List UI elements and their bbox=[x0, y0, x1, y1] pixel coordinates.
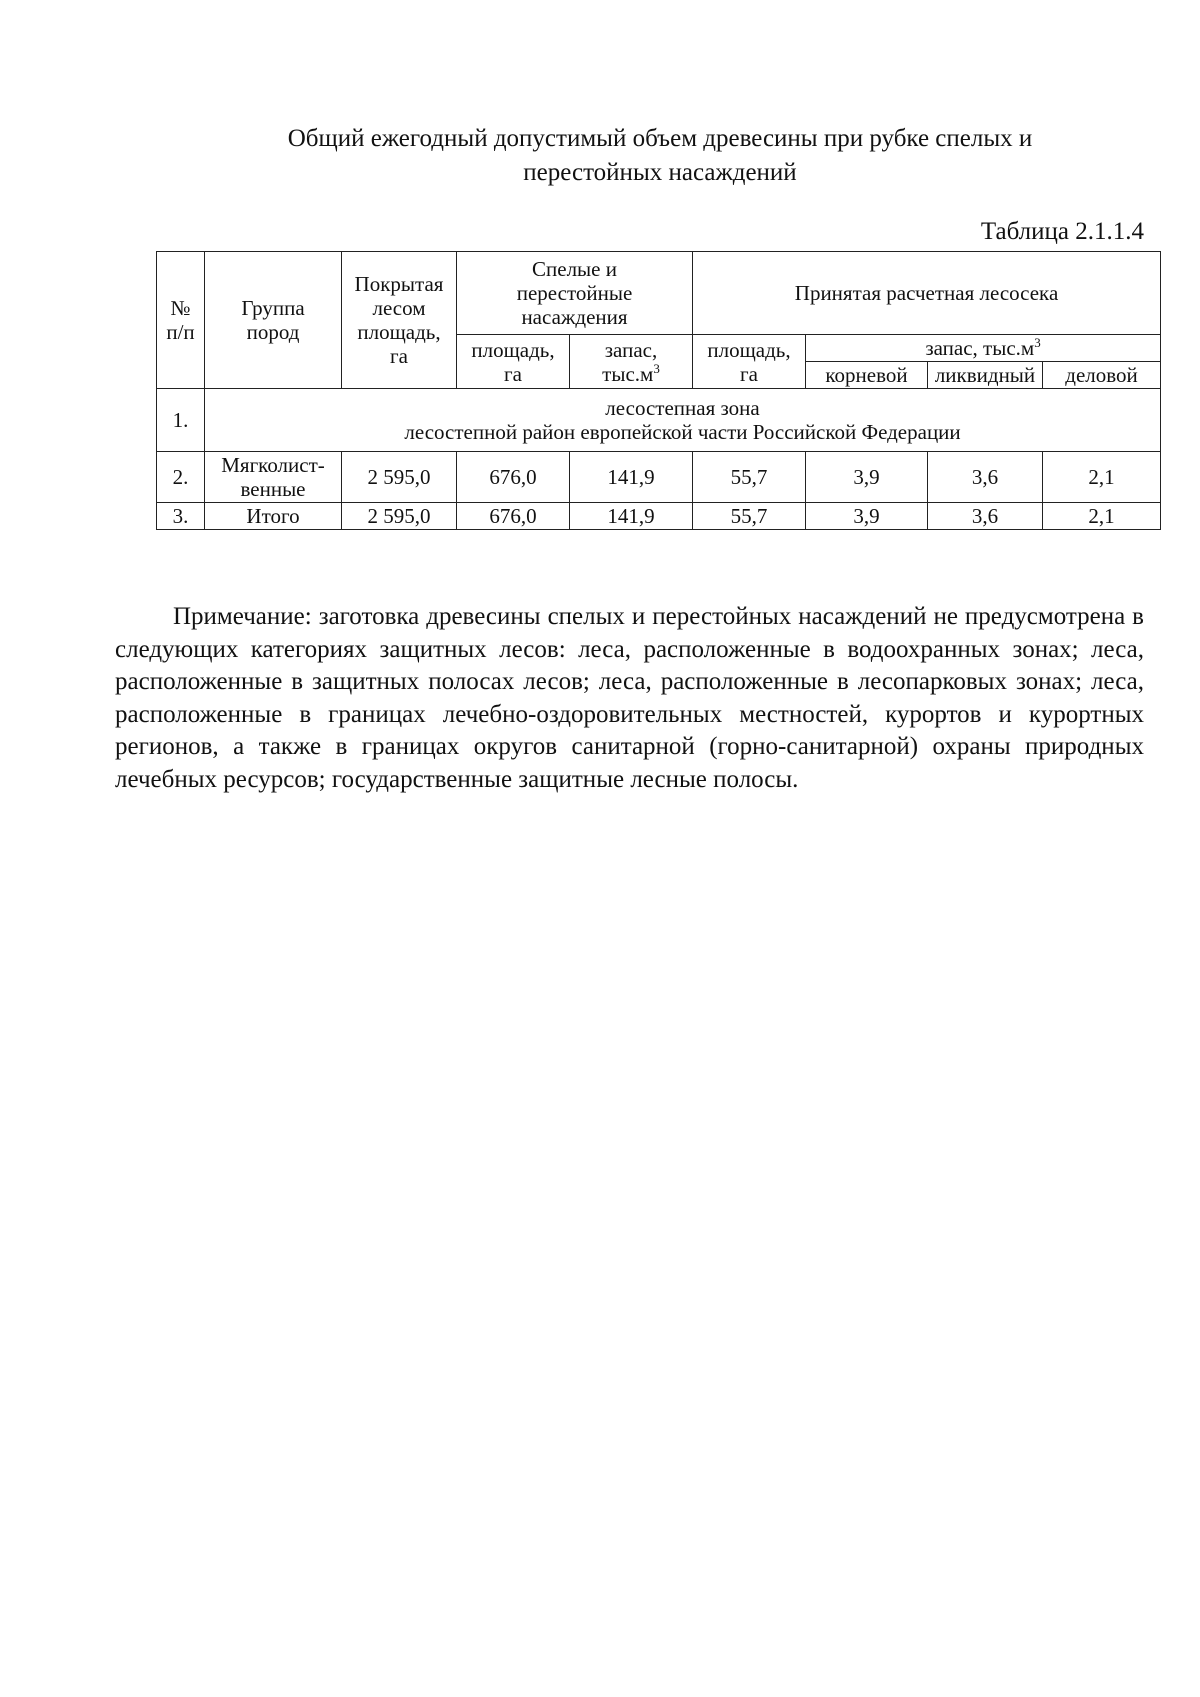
superscript-3: 3 bbox=[653, 360, 660, 376]
document-title-line-1: Общий ежегодный допустимый объем древесины при рубке спелых и bbox=[287, 125, 1033, 152]
table-number: Таблица 2.1.1.4 bbox=[980, 218, 1144, 245]
row-group: Мягколист- венные bbox=[205, 452, 342, 503]
header-business: деловой bbox=[1043, 362, 1161, 389]
header-accepted-cutting: Принятая расчетная лесосека bbox=[693, 252, 1161, 335]
row-mature-area: 676,0 bbox=[457, 503, 570, 530]
header-accepted-area: площадь, га bbox=[693, 335, 806, 389]
row-forest-area: 2 595,0 bbox=[342, 503, 457, 530]
row-mature-area: 676,0 bbox=[457, 452, 570, 503]
row-root-stock: 3,9 bbox=[806, 503, 928, 530]
header-num: № п/п bbox=[157, 252, 205, 389]
zone-row-num: 1. bbox=[157, 389, 205, 452]
row-liquid-stock: 3,6 bbox=[928, 452, 1043, 503]
timber-volume-table bbox=[156, 251, 1161, 530]
document-title bbox=[160, 122, 1160, 190]
table-row bbox=[157, 452, 1161, 503]
header-root: корневой bbox=[806, 362, 928, 389]
header-mature-area: площадь, га bbox=[457, 335, 570, 389]
note-paragraph: Примечание: заготовка древесины спелых и перестойных насаждений не предусмотрена в следующих категориях защитных лесов: леса, расположенные в водоохранных зонах; леса, расположенные в защитных полосах лесов; леса, расположенные в лесопарковых зонах; леса, расположенные в границах лечебно-оздоровительных местностей, курортов и курортных регионов, а также в границах округов санитарной (горно-санитарной) охраны природных лечебных ресурсов; государственные защитные лесные полосы. bbox=[115, 603, 1144, 793]
row-num: 2. bbox=[157, 452, 205, 503]
header-liquid: ликвидный bbox=[928, 362, 1043, 389]
zone-row-title: лесостепная зона лесостепной район европейской части Российской Федерации bbox=[205, 389, 1161, 452]
header-mature-stock: запас, $тыс.м^3$ bbox=[570, 335, 693, 389]
row-root-stock: 3,9 bbox=[806, 452, 928, 503]
row-accepted-area: 55,7 bbox=[693, 503, 806, 530]
row-mature-stock: 141,9 bbox=[570, 503, 693, 530]
superscript-3: 3 bbox=[1034, 335, 1041, 350]
row-business-stock: 2,1 bbox=[1043, 452, 1161, 503]
header-mature-stands: Спелые и перестойные насаждения bbox=[457, 252, 693, 335]
header-forest-area: Покрытая лесом площадь, га bbox=[342, 252, 457, 389]
row-group: Итого bbox=[205, 503, 342, 530]
header-group: Группа пород bbox=[205, 252, 342, 389]
row-mature-stock: 141,9 bbox=[570, 452, 693, 503]
row-liquid-stock: 3,6 bbox=[928, 503, 1043, 530]
row-accepted-area: 55,7 bbox=[693, 452, 806, 503]
row-forest-area: 2 595,0 bbox=[342, 452, 457, 503]
row-business-stock: 2,1 bbox=[1043, 503, 1161, 530]
header-accepted-stock: запас, $тыс.м^3$ bbox=[806, 335, 1161, 362]
row-num: 3. bbox=[157, 503, 205, 530]
document-title-line-2: перестойных насаждений bbox=[523, 159, 797, 186]
table-row bbox=[157, 503, 1161, 530]
